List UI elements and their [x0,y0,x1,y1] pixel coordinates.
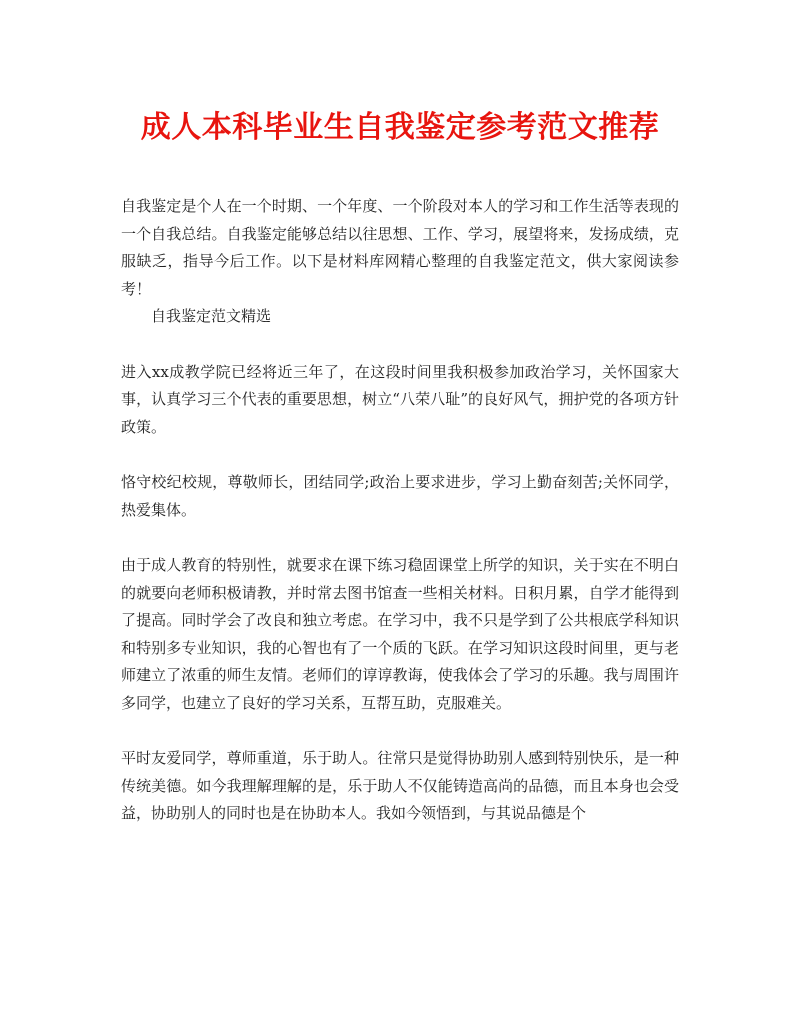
page-title: 成人本科毕业生自我鉴定参考范文推荐 [140,110,660,145]
document-body [121,193,679,828]
body-paragraph-politics: 进入xx成教学院已经将近三年了，在这段时间里我积极参加政治学习，关怀国家大事，认真学习三个代表的重要思想，树立“八荣八耻”的良好风气，拥护党的各项方针政策。 [121,362,679,436]
intro-paragraph: 自我鉴定是个人在一个时期、一个年度、一个阶段对本人的学习和工作生活等表现的一个自我总结。自我鉴定能够总结以往思想、工作、学习，展望将来，发扬成绩，克服缺乏，指导今后工作。以下是材料库网精心整理的自我鉴定范文，供大家阅读参考！ [121,197,679,298]
paragraph-spacer [121,524,679,552]
body-paragraph-helping: 平时友爱同学，尊师重道，乐于助人。往常只是觉得协助别人感到特别快乐，是一种传统美德。如今我理解理解的是，乐于助人不仅能铸造高尚的品德，而且本身也会受益，协助别人的同时也是在协助本人。我如今领悟到，与其说品德是个 [121,749,679,822]
paragraph-spacer [121,441,679,469]
body-paragraph-study: 由于成人教育的特别性，就要求在课下练习稳固课堂上所学的知识，关于实在不明白的就要向老师积极请教，并时常去图书馆查一些相关材料。日积月累，自学才能得到了提高。同时学会了改良和独立考虑。在学习中，我不只是学到了公共根底学科知识和特别多专业知识，我的心智也有了一个质的飞跃。在学习知识这段时间里，更与老师建立了浓重的师生友情。老师们的谆谆教诲，使我体会了学习的乐趣。我与周围许多同学，也建立了良好的学习关系，互帮互助，克服难关。 [121,556,679,712]
paragraph-spacer [121,331,679,359]
body-paragraph-discipline: 恪守校纪校规，尊敬师长，团结同学;政治上要求进步，学习上勤奋刻苦;关怀同学，热爱集体。 [121,473,679,519]
paragraph-spacer [121,717,679,745]
section-subheading: 自我鉴定范文精选 [151,307,272,325]
